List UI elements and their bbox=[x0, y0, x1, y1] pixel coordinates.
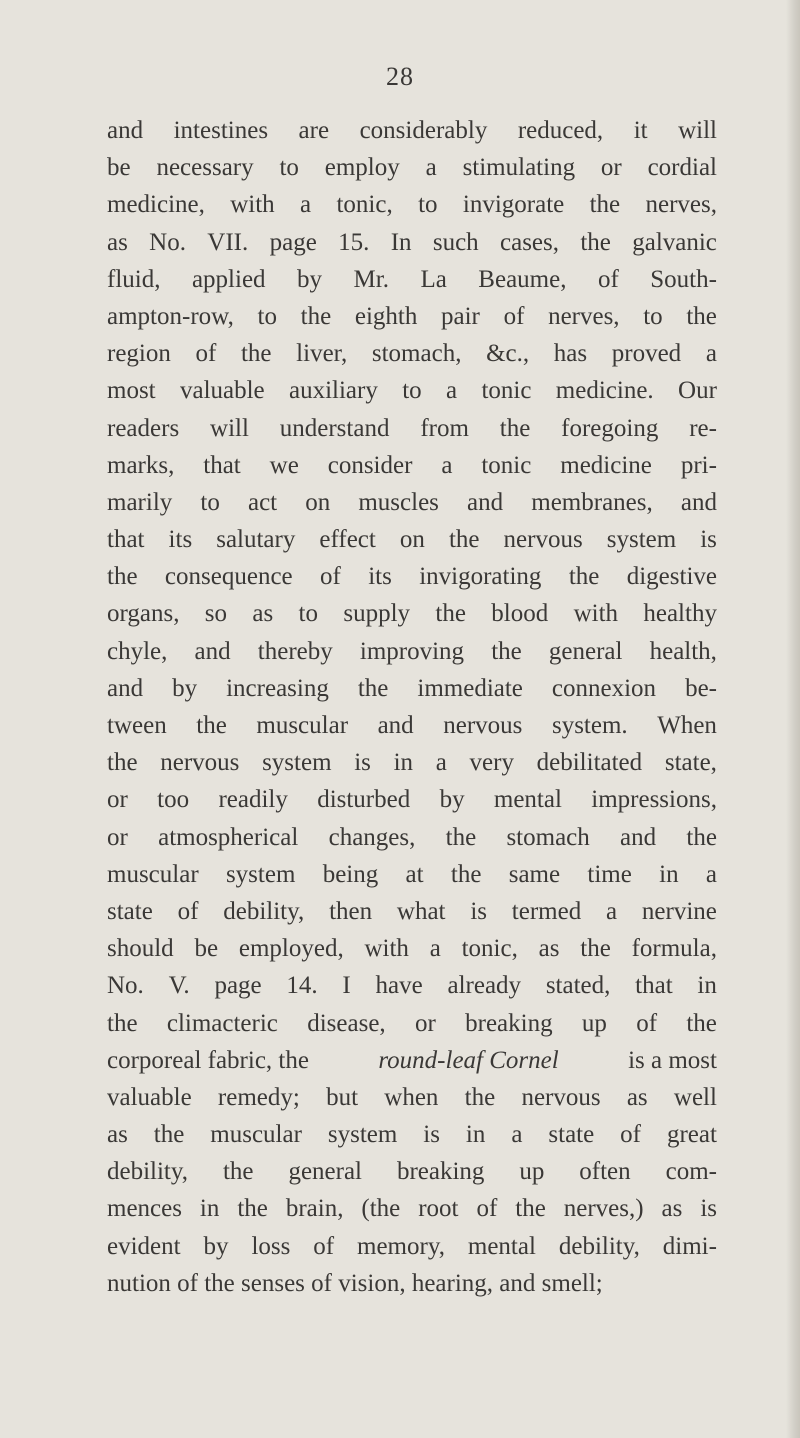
word: page bbox=[214, 972, 262, 1000]
text-line bbox=[107, 819, 717, 856]
text-line-last: nution of the senses of vision, hearing, and smell; bbox=[107, 1269, 603, 1297]
word: healthy bbox=[643, 600, 717, 628]
word: the bbox=[499, 414, 531, 442]
word: the bbox=[589, 191, 621, 219]
word: of bbox=[177, 897, 199, 925]
word: intestines bbox=[173, 117, 269, 144]
word: from bbox=[420, 414, 469, 442]
word: be bbox=[107, 154, 131, 182]
word: membranes, bbox=[531, 488, 653, 516]
word: consequence bbox=[164, 563, 293, 591]
word: La bbox=[420, 265, 447, 293]
word: the bbox=[357, 674, 389, 702]
word: cordial bbox=[647, 154, 717, 182]
word: climacteric bbox=[166, 1009, 278, 1037]
word: medicine bbox=[560, 451, 652, 479]
word: debilitated bbox=[536, 749, 643, 777]
word: the bbox=[686, 823, 717, 851]
word: stomach bbox=[506, 823, 590, 851]
word: impressions, bbox=[591, 786, 717, 814]
word: a bbox=[705, 860, 717, 888]
word: mental bbox=[467, 1232, 536, 1260]
word: the bbox=[222, 1158, 254, 1186]
word: valuable bbox=[179, 377, 265, 405]
text-line bbox=[107, 1116, 717, 1153]
word: the bbox=[445, 823, 477, 851]
text-line bbox=[107, 1153, 717, 1190]
word: is bbox=[423, 1121, 440, 1149]
word: the bbox=[237, 1195, 268, 1223]
word: the bbox=[464, 1083, 496, 1111]
word: auxiliary bbox=[289, 377, 378, 405]
word: and bbox=[107, 674, 144, 702]
word: and bbox=[467, 488, 504, 516]
word: as bbox=[252, 600, 274, 628]
text-line bbox=[107, 1190, 717, 1227]
word: the bbox=[491, 637, 522, 665]
word: No. bbox=[149, 228, 186, 256]
word: tonic, bbox=[336, 191, 393, 219]
word: in bbox=[199, 1195, 220, 1223]
word: formula, bbox=[631, 935, 717, 963]
word: to bbox=[298, 600, 318, 628]
word: up bbox=[581, 1009, 607, 1037]
word: by bbox=[297, 265, 323, 293]
word: what bbox=[396, 897, 446, 925]
word: readers bbox=[107, 414, 180, 442]
word: the bbox=[196, 712, 227, 739]
word: galvanic bbox=[632, 228, 717, 256]
word: marks, bbox=[107, 451, 175, 479]
word: to bbox=[200, 488, 220, 516]
text-line bbox=[107, 186, 717, 223]
word: employ bbox=[324, 154, 400, 182]
word: stimulating bbox=[462, 154, 576, 182]
word: a bbox=[511, 1121, 523, 1149]
word: that bbox=[635, 972, 673, 1000]
word: state bbox=[548, 1121, 595, 1149]
word: will bbox=[678, 117, 717, 144]
word: or bbox=[107, 823, 128, 851]
word: (the bbox=[361, 1195, 401, 1223]
word: already bbox=[447, 972, 522, 1000]
word: but bbox=[326, 1083, 359, 1111]
word: as bbox=[661, 1195, 683, 1223]
word: of bbox=[620, 1121, 641, 1149]
word: 15. bbox=[338, 228, 370, 256]
word: stomach, bbox=[371, 340, 462, 368]
word: in bbox=[393, 749, 414, 777]
word: system bbox=[327, 1121, 398, 1149]
word: reduced, bbox=[517, 117, 604, 144]
word: pair bbox=[441, 302, 480, 330]
word: to bbox=[418, 191, 438, 219]
word: by bbox=[172, 674, 198, 702]
text-line bbox=[107, 1079, 717, 1116]
word: or bbox=[600, 154, 622, 182]
word: general bbox=[288, 1158, 362, 1186]
word: readily bbox=[218, 786, 288, 814]
word: dimi- bbox=[662, 1232, 717, 1260]
word: with bbox=[573, 600, 619, 628]
text-line bbox=[107, 410, 717, 447]
word: by bbox=[203, 1232, 229, 1260]
word: as bbox=[107, 228, 128, 256]
word: medicine. bbox=[555, 377, 654, 405]
word: effect bbox=[319, 526, 376, 554]
word: a bbox=[425, 154, 437, 182]
word: a bbox=[606, 897, 618, 925]
word: that bbox=[107, 526, 145, 554]
word: Beaume, bbox=[478, 265, 567, 293]
word: eighth bbox=[354, 302, 418, 330]
word: the bbox=[686, 1009, 717, 1037]
word: supply bbox=[343, 600, 411, 628]
word: evident bbox=[107, 1232, 181, 1260]
word: or bbox=[107, 786, 128, 814]
word: applied bbox=[191, 265, 266, 293]
word: tonic, bbox=[461, 935, 518, 963]
word: fluid, bbox=[107, 265, 161, 293]
word: nervous bbox=[503, 526, 583, 554]
word: nerves, bbox=[548, 302, 620, 330]
word: the bbox=[448, 526, 480, 554]
word: to bbox=[257, 302, 277, 330]
text-line bbox=[107, 595, 717, 632]
text-line bbox=[107, 633, 717, 670]
word: so bbox=[204, 600, 228, 628]
word: and bbox=[377, 712, 414, 739]
word: When bbox=[657, 712, 717, 739]
word: the bbox=[240, 340, 272, 368]
word: the bbox=[300, 302, 332, 330]
word: is bbox=[470, 897, 487, 925]
word: debility, bbox=[223, 897, 305, 925]
word: changes, bbox=[328, 823, 416, 851]
word: root bbox=[418, 1195, 459, 1223]
word: &c., bbox=[486, 340, 530, 368]
word: system bbox=[606, 526, 677, 554]
word: of bbox=[476, 1195, 498, 1223]
word: system. bbox=[551, 712, 628, 739]
text-line bbox=[107, 112, 717, 149]
word: is bbox=[700, 526, 717, 554]
word: considerably bbox=[359, 117, 488, 144]
text-line bbox=[107, 856, 717, 893]
word: by bbox=[439, 786, 465, 814]
word: its bbox=[368, 563, 392, 591]
word: and bbox=[194, 637, 231, 665]
word: re- bbox=[689, 414, 717, 442]
word: very bbox=[469, 749, 514, 777]
word: the bbox=[580, 228, 611, 256]
text-line bbox=[107, 1228, 717, 1265]
text-line bbox=[107, 558, 717, 595]
word: nervous bbox=[160, 749, 240, 777]
text-line bbox=[107, 1005, 717, 1042]
word: often bbox=[579, 1158, 631, 1186]
text-segment: is a most bbox=[628, 1046, 717, 1074]
word: VII. bbox=[207, 228, 249, 256]
word: the bbox=[450, 860, 482, 888]
text-line bbox=[107, 372, 717, 409]
word: is bbox=[354, 749, 371, 777]
word: I bbox=[342, 972, 351, 1000]
word: act bbox=[247, 488, 278, 516]
word: being bbox=[322, 860, 379, 888]
word: nervine bbox=[641, 897, 717, 925]
word: of bbox=[503, 302, 525, 330]
text-line bbox=[107, 707, 717, 744]
word: Our bbox=[678, 377, 717, 405]
word: memory, bbox=[357, 1232, 445, 1260]
word: 14. bbox=[286, 972, 318, 1000]
word: a bbox=[435, 749, 447, 777]
body-text bbox=[107, 112, 717, 1302]
word: its bbox=[168, 526, 193, 554]
word: at bbox=[405, 860, 424, 888]
word: a bbox=[300, 191, 312, 219]
word: No. bbox=[107, 972, 144, 1000]
word: health, bbox=[649, 637, 717, 665]
word: nerves,) bbox=[563, 1195, 644, 1223]
word: a bbox=[705, 340, 717, 368]
word: foregoing bbox=[561, 414, 659, 442]
word: necessary bbox=[156, 154, 254, 182]
word: disease, bbox=[307, 1009, 386, 1037]
word: blood bbox=[491, 600, 549, 628]
word: debility, bbox=[558, 1232, 640, 1260]
word: in bbox=[465, 1121, 486, 1149]
word: Mr. bbox=[353, 265, 389, 293]
word: immediate bbox=[417, 674, 523, 702]
word: improving bbox=[359, 637, 465, 665]
word: cases, bbox=[500, 228, 560, 256]
text-line bbox=[107, 781, 717, 818]
word: nervous bbox=[443, 712, 523, 739]
word: thereby bbox=[257, 637, 333, 665]
word: too bbox=[157, 786, 190, 814]
word: com- bbox=[665, 1158, 717, 1186]
word: chyle, bbox=[107, 637, 168, 665]
word: mences bbox=[107, 1195, 182, 1223]
word: valuable bbox=[107, 1083, 192, 1111]
word: has bbox=[553, 340, 588, 368]
text-segment: corporeal fabric, the bbox=[107, 1046, 309, 1074]
word: digestive bbox=[626, 563, 717, 591]
text-line bbox=[107, 484, 717, 521]
word: loss bbox=[251, 1232, 291, 1260]
word: it bbox=[633, 117, 648, 144]
word: that bbox=[203, 451, 241, 479]
word: we bbox=[269, 451, 299, 479]
word: to bbox=[643, 302, 663, 330]
word: organs, bbox=[107, 600, 180, 628]
word: In bbox=[390, 228, 412, 256]
word: on bbox=[305, 488, 331, 516]
word: when bbox=[384, 1083, 439, 1111]
word: time bbox=[587, 860, 632, 888]
word: state, bbox=[664, 749, 717, 777]
word: on bbox=[399, 526, 425, 554]
word: as bbox=[107, 1121, 128, 1149]
text-line bbox=[107, 261, 717, 298]
text-line bbox=[107, 930, 717, 967]
word: the bbox=[107, 749, 138, 777]
page-number: 28 bbox=[386, 62, 414, 91]
word: muscular bbox=[256, 712, 349, 739]
word: and bbox=[680, 488, 717, 516]
word: have bbox=[375, 972, 423, 1000]
word: same bbox=[508, 860, 561, 888]
word: the bbox=[515, 1195, 546, 1223]
word: breaking bbox=[465, 1009, 553, 1037]
word: tonic bbox=[481, 451, 532, 479]
word: the bbox=[107, 563, 138, 591]
word: region bbox=[107, 340, 171, 368]
word: the bbox=[435, 600, 466, 628]
word: system bbox=[262, 749, 332, 777]
word: a bbox=[446, 377, 458, 405]
word: be bbox=[194, 935, 219, 963]
word: or bbox=[414, 1009, 436, 1037]
text-line bbox=[107, 521, 717, 558]
word: mental bbox=[493, 786, 562, 814]
word: understand bbox=[279, 414, 390, 442]
word: nerves, bbox=[645, 191, 717, 219]
word: of bbox=[313, 1232, 335, 1260]
word: salutary bbox=[216, 526, 296, 554]
word: pri- bbox=[680, 451, 717, 479]
word: muscles bbox=[358, 488, 439, 516]
word: great bbox=[666, 1121, 717, 1149]
word: disturbed bbox=[317, 786, 411, 814]
word: and bbox=[620, 823, 657, 851]
text-line-with-italic bbox=[107, 1042, 717, 1079]
word: nervous bbox=[521, 1083, 601, 1111]
word: of bbox=[597, 265, 619, 293]
word: tonic bbox=[481, 377, 532, 405]
word: debility, bbox=[107, 1158, 189, 1186]
word: invigorating bbox=[419, 563, 542, 591]
word: ampton-row, bbox=[107, 302, 234, 330]
text-line bbox=[107, 149, 717, 186]
word: employed, bbox=[238, 935, 344, 963]
word: muscular bbox=[210, 1121, 302, 1149]
word: as bbox=[538, 935, 560, 963]
word: stated, bbox=[545, 972, 611, 1000]
word: then bbox=[329, 897, 373, 925]
text-line bbox=[107, 335, 717, 372]
word: well bbox=[673, 1083, 717, 1111]
word: state bbox=[107, 897, 153, 925]
word: invigorate bbox=[462, 191, 565, 219]
word: system bbox=[225, 860, 296, 888]
word: and bbox=[107, 117, 144, 144]
word: increasing bbox=[226, 674, 329, 702]
italic-plant-name: round-leaf Cornel bbox=[378, 1046, 559, 1074]
word: to bbox=[279, 154, 299, 182]
text-line bbox=[107, 744, 717, 781]
word: connexion bbox=[551, 674, 657, 702]
text-line bbox=[107, 298, 717, 335]
word: medicine, bbox=[107, 191, 205, 219]
word: to bbox=[402, 377, 422, 405]
word: be- bbox=[685, 674, 717, 702]
text-line bbox=[107, 967, 717, 1004]
word: in bbox=[659, 860, 679, 888]
word: marily bbox=[107, 488, 173, 516]
word: is bbox=[700, 1195, 717, 1223]
word: as bbox=[626, 1083, 648, 1111]
word: atmospherical bbox=[158, 823, 299, 851]
text-line bbox=[107, 670, 717, 707]
word: will bbox=[210, 414, 249, 442]
word: of bbox=[636, 1009, 658, 1037]
word: tween bbox=[107, 712, 167, 739]
word: brain, bbox=[285, 1195, 344, 1223]
word: most bbox=[107, 377, 156, 405]
text-line bbox=[107, 893, 717, 930]
word: of bbox=[195, 340, 217, 368]
word: with bbox=[364, 935, 409, 963]
word: proved bbox=[611, 340, 682, 368]
text-line bbox=[107, 224, 717, 261]
word: V. bbox=[168, 972, 190, 1000]
word: with bbox=[230, 191, 275, 219]
word: liver, bbox=[296, 340, 348, 368]
word: of bbox=[320, 563, 341, 591]
word: up bbox=[519, 1158, 545, 1186]
word: the bbox=[686, 302, 717, 330]
word: the bbox=[580, 935, 611, 963]
word: page bbox=[269, 228, 317, 256]
word: such bbox=[432, 228, 479, 256]
word: in bbox=[697, 972, 717, 1000]
word: consider bbox=[327, 451, 413, 479]
word: the bbox=[568, 563, 600, 591]
word: are bbox=[298, 117, 330, 144]
page-edge-shadow bbox=[786, 0, 800, 1438]
word: the bbox=[153, 1121, 185, 1149]
word: general bbox=[548, 637, 623, 665]
word: a bbox=[441, 451, 453, 479]
word: remedy; bbox=[217, 1083, 300, 1111]
word: termed bbox=[511, 897, 582, 925]
word: muscular bbox=[107, 860, 199, 888]
word: South- bbox=[650, 265, 717, 293]
word: should bbox=[107, 935, 174, 963]
word: a bbox=[429, 935, 441, 963]
text-line bbox=[107, 447, 717, 484]
word: breaking bbox=[396, 1158, 485, 1186]
word: the bbox=[107, 1009, 138, 1037]
